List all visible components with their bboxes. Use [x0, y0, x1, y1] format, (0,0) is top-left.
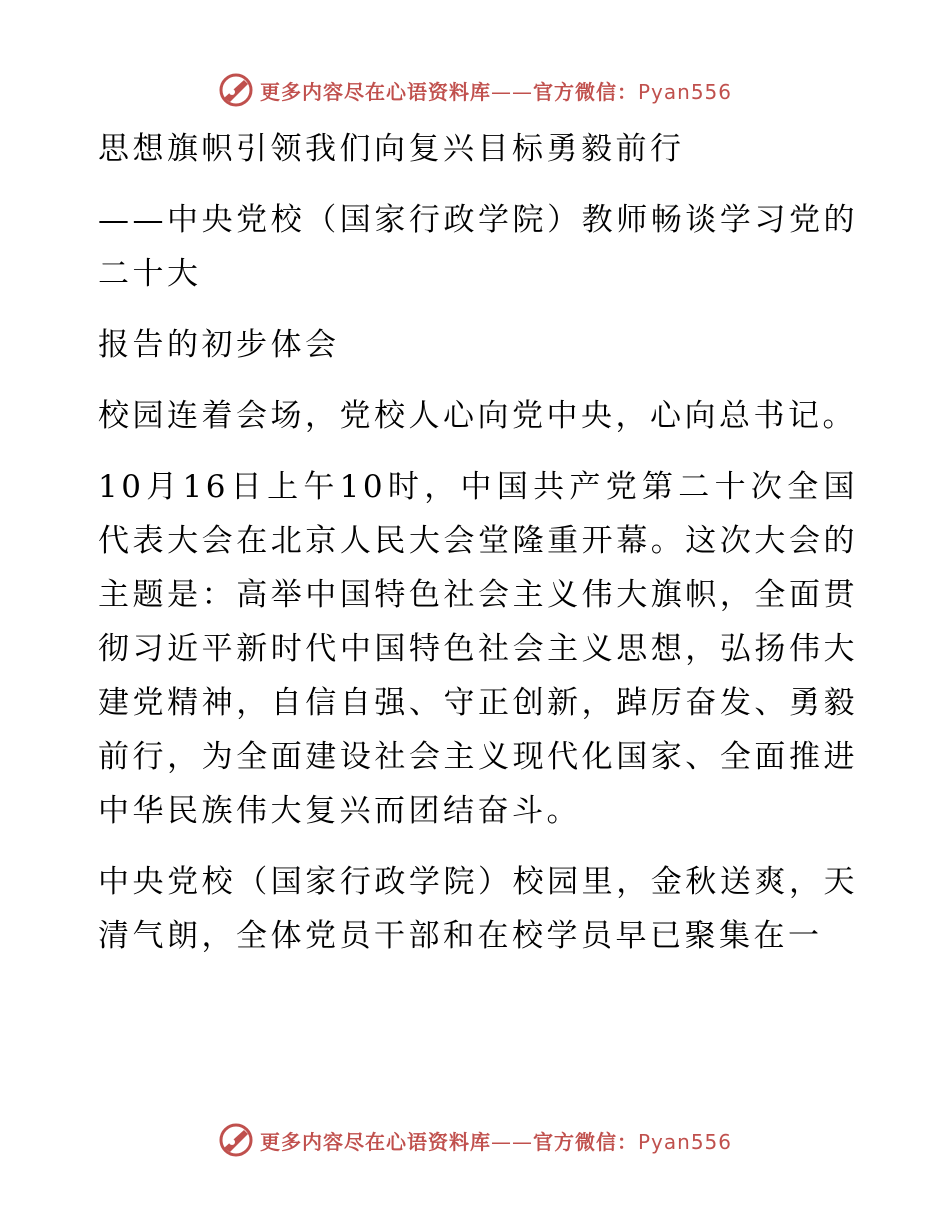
document-body: [98, 122, 858, 963]
watermark-banner-top: [0, 70, 950, 110]
document-subtitle: ——中央党校（国家行政学院）教师畅谈学习党的二十大: [98, 202, 858, 292]
paragraph: 校园连着会场，党校人心向党中央，心向总书记。: [98, 398, 857, 434]
paragraph: 中央党校（国家行政学院）校园里，金秋送爽，天清气朗，全体党员干部和在校学员早已聚集在一: [98, 864, 858, 954]
paragraph: 10月16日上午10时，中国共产党第二十次全国代表大会在北京人民大会堂隆重开幕。这次大会的主题是：高举中国特色社会主义伟大旗帜，全面贯彻习近平新时代中国特色社会主义思想，弘扬伟大建党精神，自信自强、守正创新，踔厉奋发、勇毅前行，为全面建设社会主义现代化国家、全面推进中华民族伟大复兴而团结奋斗。: [98, 469, 858, 829]
brand-logo-icon: [218, 1122, 254, 1158]
watermark-text: 更多内容尽在心语资料库——官方微信：Pyan556: [259, 79, 732, 104]
document-title: 思想旗帜引领我们向复兴目标勇毅前行: [98, 131, 685, 167]
document-subtitle-continued: 报告的初步体会: [98, 327, 340, 363]
watermark-banner-bottom: [0, 1120, 950, 1160]
watermark-text: 更多内容尽在心语资料库——官方微信：Pyan556: [259, 1129, 732, 1154]
brand-logo-icon: [218, 72, 254, 108]
